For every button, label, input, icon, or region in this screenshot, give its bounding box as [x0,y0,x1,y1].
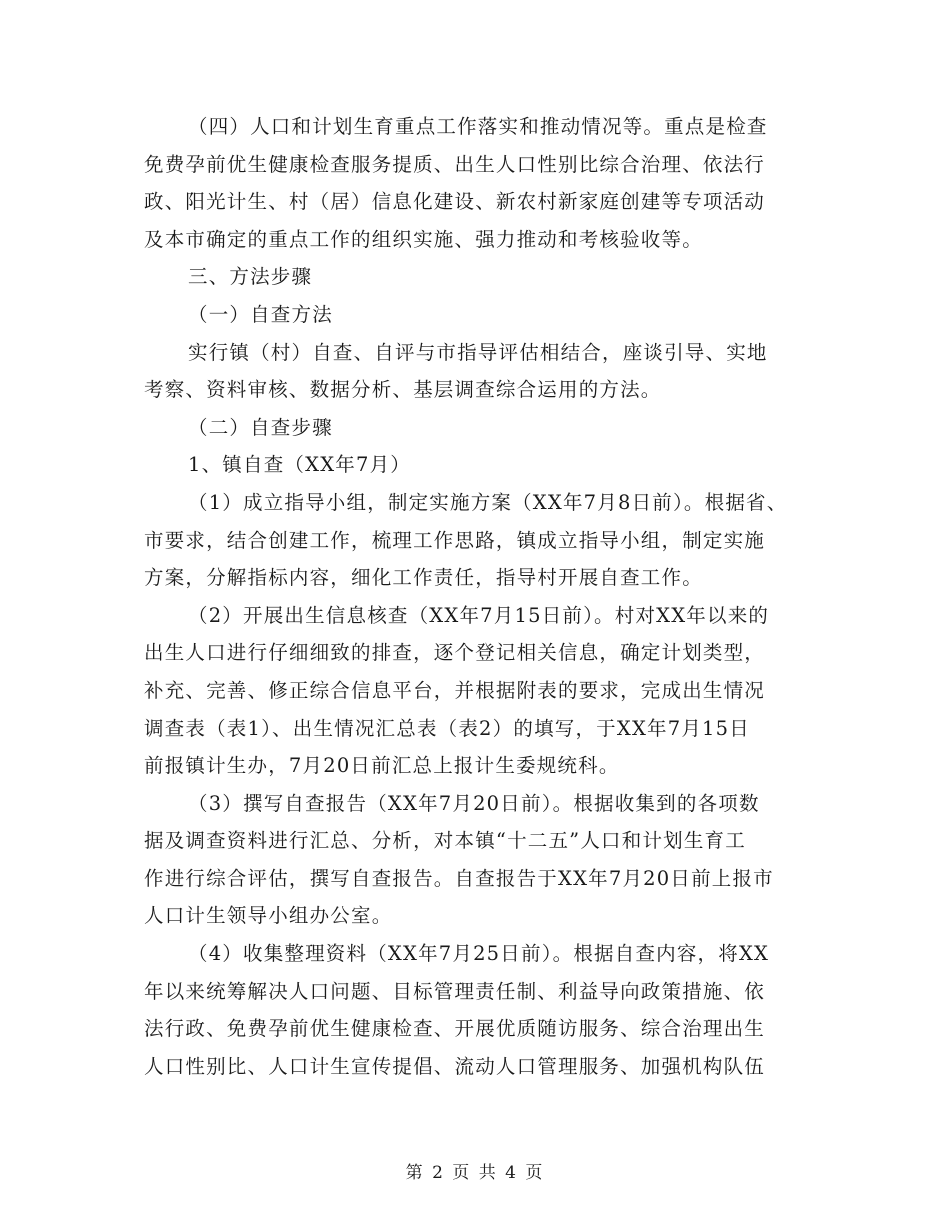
text-line: （二）自查步骤 [188,415,333,439]
text-line: 政、阳光计生、村（居）信息化建设、新农村新家庭创建等专项活动 [144,190,766,214]
text-line: 出生人口进行仔细细致的排查，逐个登记相关信息，确定计划类型， [144,641,766,665]
text-line: 考察、资料审核、数据分析、基层调查综合运用的方法。 [144,378,662,402]
text-line: 三、方法步骤 [188,265,313,289]
text-line: 人口计生领导小组办公室。 [144,904,393,928]
text-line: 市要求，结合创建工作，梳理工作思路，镇成立指导小组，制定实施 [144,528,766,552]
text-line: 补充、完善、修正综合信息平台，并根据附表的要求，完成出生情况 [144,678,766,702]
document-body [144,108,804,1085]
text-line: （四）人口和计划生育重点工作落实和推动情况等。重点是检查 [188,115,768,138]
text-line: 法行政、免费孕前优生健康检查、开展优质随访服务、综合治理出生 [144,1017,766,1041]
text-line: （3）撰写自查报告（XX年7月20日前）。根据收集到的各项数 [188,791,760,815]
text-line: 免费孕前优生健康检查服务提质、出生人口性别比综合治理、依法行 [144,152,766,176]
text-line: 及本市确定的重点工作的组织实施、强力推动和考核验收等。 [144,227,703,251]
text-line: 实行镇（村）自查、自评与市指导评估相结合，座谈引导、实地 [188,340,768,364]
text-line: 前报镇计生办，7月20日前汇总上报计生委规统科。 [144,754,620,778]
text-line: （1）成立指导小组，制定实施方案（XX年7月8日前）。根据省、 [188,490,788,514]
text-line: 年以来统筹解决人口问题、目标管理责任制、利益导向政策措施、依 [144,979,766,1003]
text-line: 人口性别比、人口计生宣传提倡、流动人口管理服务、加强机构队伍 [144,1054,766,1078]
text-line: （2）开展出生信息核查（XX年7月15日前）。村对XX年以来的 [188,603,770,627]
text-line: 据及调查资料进行汇总、分析，对本镇“十二五”人口和计划生育工 [144,829,746,853]
text-line: 1、镇自查（XX年7月） [188,453,411,477]
text-line: 方案，分解指标内容，细化工作责任，指导村开展自查工作。 [144,566,703,590]
page-footer: 第 2 页 共 4 页 [405,1163,545,1183]
text-line: （4）收集整理资料（XX年7月25日前）。根据自查内容，将XX [188,942,770,966]
text-line: 作进行综合评估，撰写自查报告。自查报告于XX年7月20日前上报市 [144,866,774,890]
text-line: （一）自查方法 [188,302,333,326]
text-line: 调查表（表1）、出生情况汇总表（表2）的填写，于XX年7月15日 [144,716,750,740]
